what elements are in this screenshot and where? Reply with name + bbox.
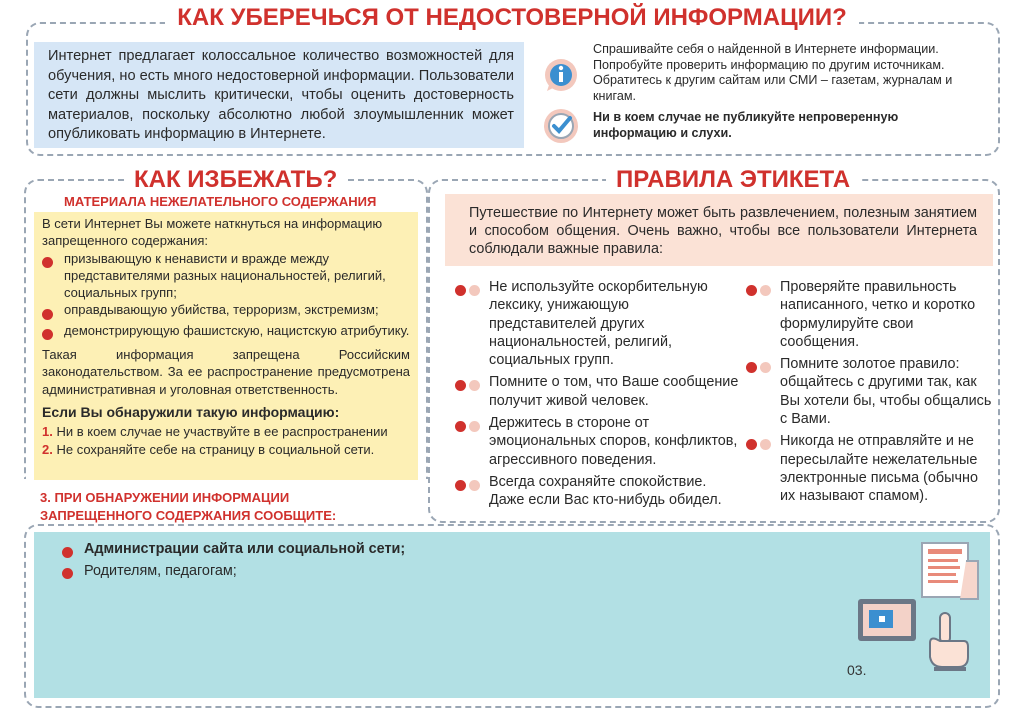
bullet-dot-icon <box>469 480 480 491</box>
avoid-box <box>34 212 418 480</box>
avoid-title: КАК ИЗБЕЖАТЬ? <box>124 166 347 194</box>
list-item: Не используйте оскорбительную лексику, унижающую представителей других национальностей, религий, социальных групп. <box>455 278 740 369</box>
intro-text: Интернет предлагает колоссальное количество возможностей для обучения, но есть много недостоверной информации. Пользователи сети должны мыслить критически, чтобы оценить достоверность материалов, поскольку абсолютно любой злоумышленник может опубликовать информацию в Интернете. <box>48 48 515 143</box>
intro-box <box>34 42 524 148</box>
avoid-if-found: Если Вы обнаружили такую информацию: <box>42 403 340 420</box>
bullet-dot-icon <box>746 285 757 296</box>
tip-check-icon <box>541 106 581 146</box>
bullet-dot-icon <box>455 480 466 491</box>
etiquette-rules-right <box>746 278 996 510</box>
avoid-law-text: Такая информация запрещена Российским законодательством. За ее распространение предусмотрена административная и уголовная ответственность. <box>42 347 410 397</box>
document-icon <box>920 541 982 603</box>
list-item: Помните о том, что Ваше сообщение получит живой человек. <box>455 373 740 410</box>
avoid-step: 2. Не сохраняйте себе на страницу в социальной сети. <box>42 441 375 457</box>
avoid-subtitle: МАТЕРИАЛА НЕЖЕЛАТЕЛЬНОГО СОДЕРЖАНИЯ <box>64 194 377 209</box>
tablet-icon <box>857 598 917 642</box>
bullet-dot-icon <box>455 285 466 296</box>
bullet-dot-icon <box>469 285 480 296</box>
list-item: Помните золотое правило: общайтесь с другими так, как Вы хотели бы, чтобы общались с Вами. <box>746 355 996 428</box>
tip-check-text: Ни в коем случае не публикуйте непроверенную информацию и слухи. <box>593 110 899 140</box>
avoid-lead: В сети Интернет Вы можете наткнуться на информацию запрещенного содержания: <box>42 216 383 249</box>
bullet-dot-icon <box>62 568 73 579</box>
list-item: Администрации сайта или социальной сети; <box>62 540 990 562</box>
list-item: Держитесь в стороне от эмоциональных споров, конфликтов, агрессивного поведения. <box>455 414 740 469</box>
main-title: КАК УБЕРЕЧЬСЯ ОТ НЕДОСТОВЕРНОЙ ИНФОРМАЦИИ? <box>0 4 1024 32</box>
tip-info-icon <box>541 57 581 97</box>
pointing-hand-icon <box>924 611 972 671</box>
etiquette-rules-left <box>455 278 740 514</box>
bullet-dot-icon <box>760 362 771 373</box>
avoid-step: 1. Ни в коем случае не участвуйте в ее распространении <box>42 424 388 440</box>
bullet-dot-icon <box>42 309 53 320</box>
list-item: Всегда сохраняйте спокойствие. Даже если Вас кто-нибудь обидел. <box>455 473 740 510</box>
bullet-dot-icon <box>42 257 53 268</box>
bullet-dot-icon <box>746 362 757 373</box>
bullet-dot-icon <box>455 421 466 432</box>
page-number: 03. <box>847 662 867 678</box>
report-title-line1: 3. ПРИ ОБНАРУЖЕНИИ ИНФОРМАЦИИ <box>40 490 290 505</box>
etiquette-intro: Путешествие по Интернету может быть развлечением, полезным занятием и способом общения. Очень важно, чтобы все пользователи Интернета соблюдали важные правила: <box>469 205 977 257</box>
bullet-dot-icon <box>455 380 466 391</box>
list-item: оправдывающую убийства, терроризм, экстремизм; <box>42 301 410 321</box>
tip-info-text: Спрашивайте себя о найденной в Интернете информации. Попробуйте проверить информацию по другим источникам. Обратитесь к другим сайтам или СМИ – газетам, журналам и книгам. <box>593 42 953 103</box>
list-item: Проверяйте правильность написанного, четко и коротко формулируйте свои сообщения. <box>746 278 996 351</box>
list-item: призывающую к ненависти и вражде между представителями разных национальностей, религий, социальных групп; <box>42 250 410 302</box>
report-title-line2: ЗАПРЕЩЕННОГО СОДЕРЖАНИЯ СООБЩИТЕ: <box>40 508 337 523</box>
etiquette-title: ПРАВИЛА ЭТИКЕТА <box>606 166 860 194</box>
list-item: Никогда не отправляйте и не пересылайте нежелательные электронные письма (обычно их называют спамом). <box>746 432 996 505</box>
bullet-dot-icon <box>469 380 480 391</box>
bullet-dot-icon <box>469 421 480 432</box>
bullet-dot-icon <box>760 439 771 450</box>
list-item: Родителям, педагогам; <box>62 562 990 584</box>
bullet-dot-icon <box>760 285 771 296</box>
bullet-dot-icon <box>62 547 73 558</box>
list-item: демонстрирующую фашистскую, нацистскую атрибутику. <box>42 322 410 342</box>
etiquette-intro-box <box>445 194 993 266</box>
bullet-dot-icon <box>746 439 757 450</box>
bullet-dot-icon <box>42 329 53 340</box>
